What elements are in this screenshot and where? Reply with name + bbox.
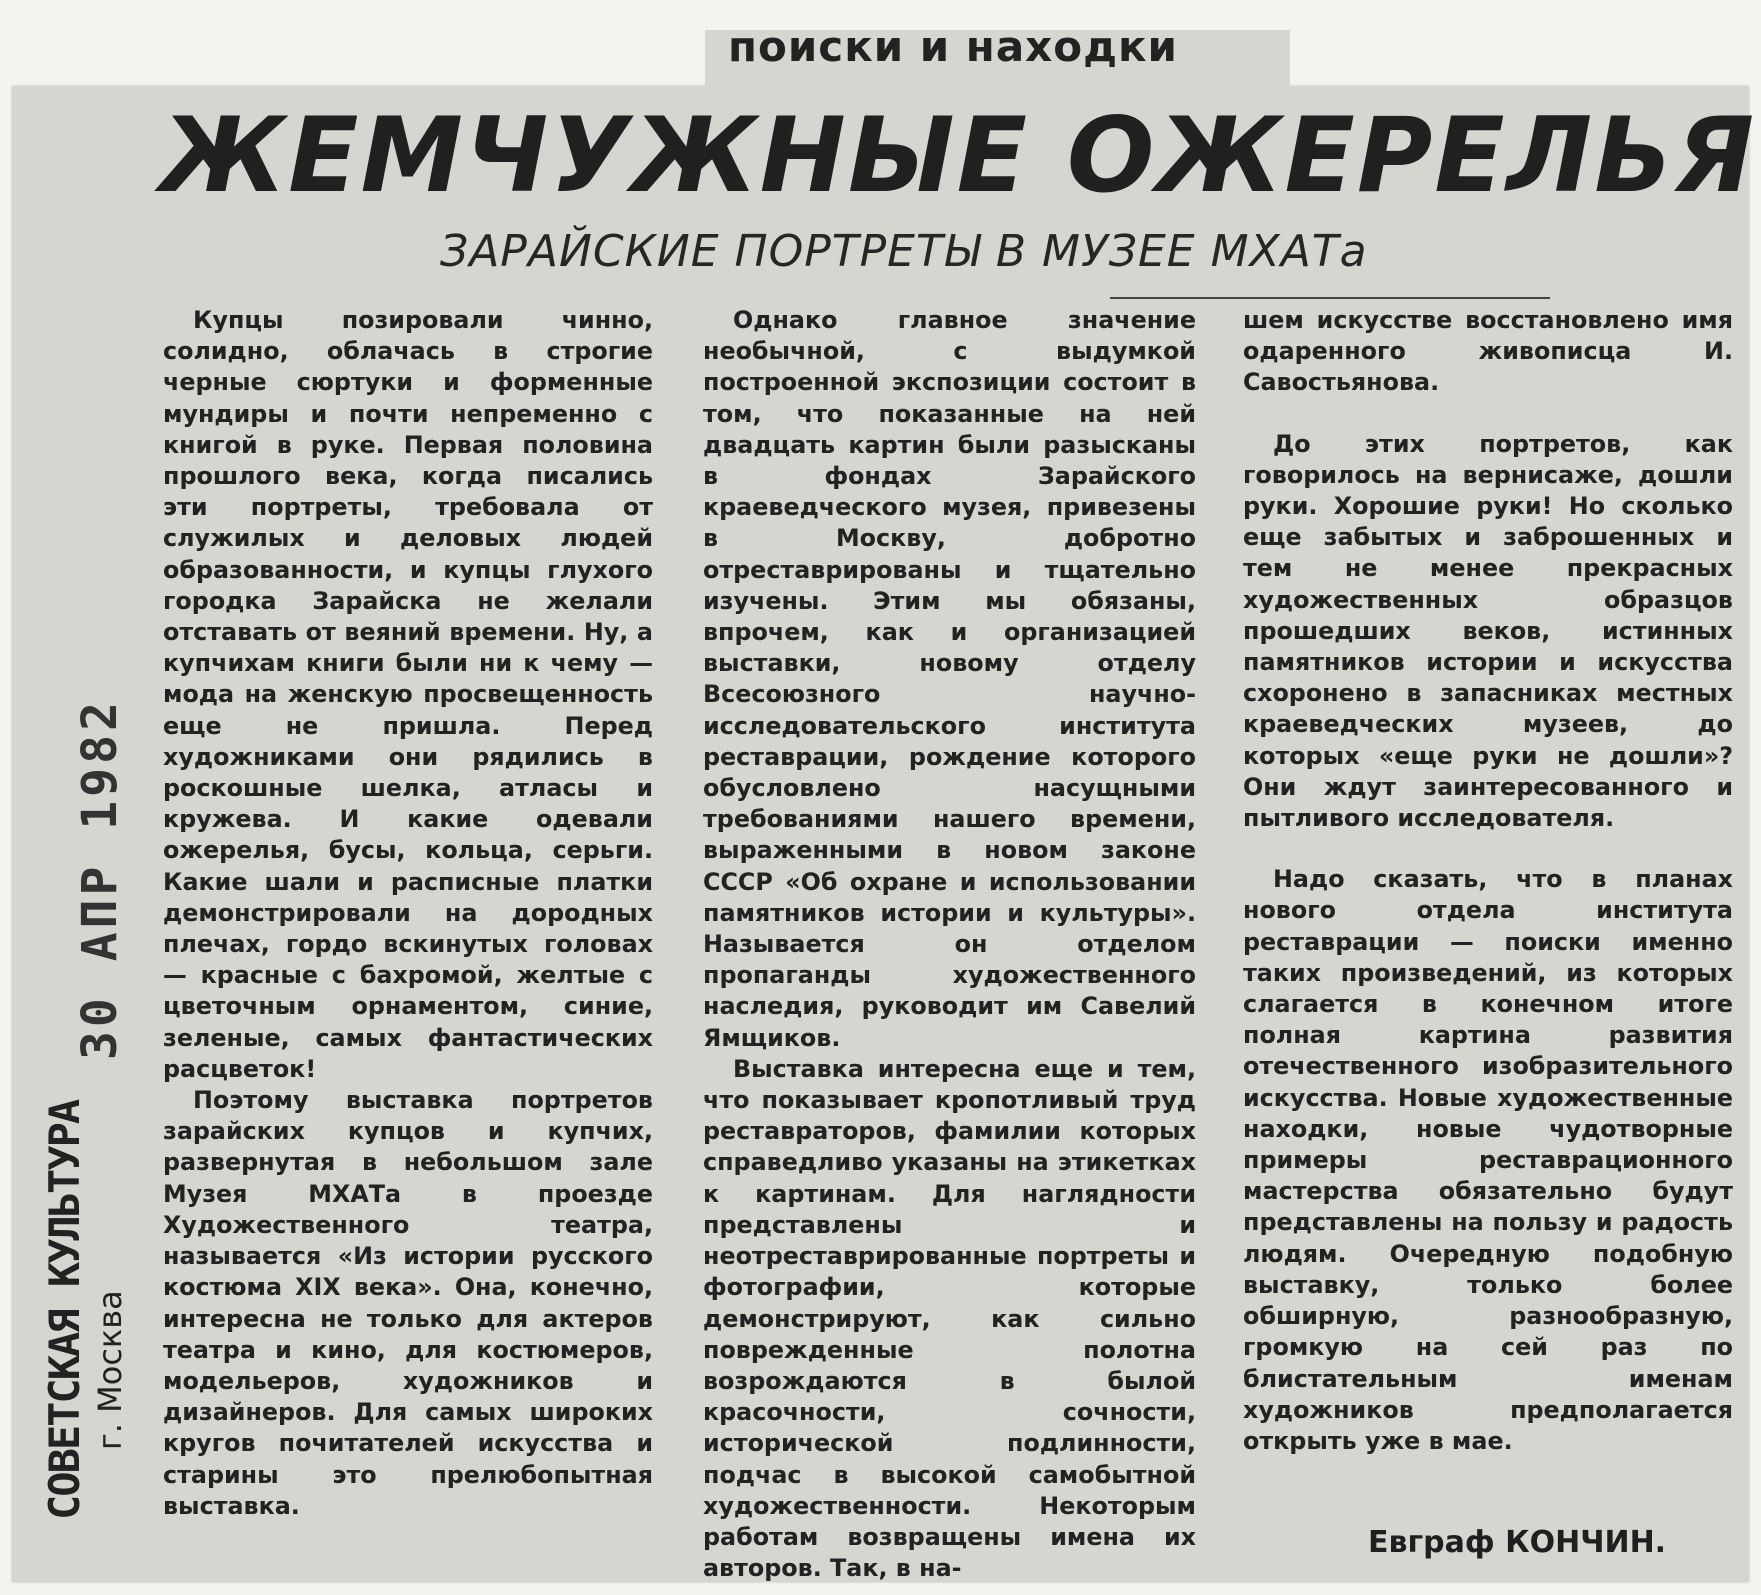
column-1-paragraph-2: Поэтому выставка портретов зарайских купцов и купчих, развернутая в небольшом зале Музея МХАТа в проезде Художественного театра, называется «Из истории русского костюма XIX века». Она, конечно, интересна не только для актеров театра и кино, для костюмеров, модельеров, художников и дизайнеров. Для самых широких кругов почитателей искусства и старины это прелюбопытная выставка. (163, 1086, 653, 1520)
article-column-1 (163, 305, 653, 1522)
stamp-city: г. Москва (91, 1290, 129, 1450)
article-column-2 (703, 305, 1196, 1584)
date-stamp: 30 АПР 1982 (72, 698, 128, 1060)
column-2-paragraph-1: Однако главное значение необычной, с выдумкой построенной экспозиции состоит в том, что показанные на ней двадцать картин были разысканы в фондах Зарайского краеведческого музея, привезены в Москву, добротно отреставрированы и тщательно изучены. Этим мы обязаны, впрочем, как и организацией выставки, новому отделу Всесоюзного научно-исследовательского института реставрации, рождение которого обусловлено насущными требованиями нашего времени, выраженными в новом законе СССР «Об охране и использовании памятников истории и культуры». Называется он отделом пропаганды художественного наследия, руководит им Савелий Ямщиков. (703, 306, 1196, 1052)
column-3-paragraph-3: Надо сказать, что в планах нового отдела института реставрации — поиски именно таких произведений, из которых слагается в конечном итоге полная картина развития отечественного изобразительного искусства. Новые художественные находки, новые чудотворные примеры реставрационного мастерства обязательно будут представлены на пользу и радость людям. Очередную подобную выставку, только более обширную, разнообразную, громкую на сей раз по блистательным именам художников предполагается открыть уже в мае. (1243, 865, 1733, 1455)
column-1-paragraph-1: Купцы позировали чинно, солидно, облачась в строгие черные сюртуки и форменные мундиры и почти непременно с книгой в руке. Первая половина прошлого века, когда писались эти портреты, требовала от служилых и деловых людей образованности, и купцы глухого городка Зарайска не желали отставать от веяний времени. Ну, а купчихам книги были ни к чему — мода на женскую просвещенность еще не пришла. Перед художниками они рядились в роскошные шелка, атласы и кружева. И какие одевали ожерелья, бусы, кольца, серьги. Какие шали и расписные платки демонстрировали на дородных плечах, гордо вскинутых головах — красные с бахромой, желтые с цветочным орнаментом, синие, зеленые, самых фантастических расцветок! (163, 306, 653, 1083)
column-3-paragraph-1: шем искусстве восстановлено имя одаренного живописца И. Савостьянова. (1243, 306, 1733, 397)
column-2-paragraph-2: Выставка интересна еще и тем, что показывает кропотливый труд реставраторов, фамилии которых справедливо указаны на этикетках к картинам. Для наглядности представлены и неотреставрированные портреты и фотографии, которые демонстрируют, как сильно поврежденные полотна возрождаются в былой красочности, сочности, исторической подлинности, подчас в высокой самобытной художественности. Некоторым работам возвращены имена их авторов. Так, в на- (703, 1054, 1196, 1583)
article-headline: ЖЕМЧУЖНЫЕ ОЖЕРЕЛЬЯ (160, 96, 1757, 216)
stamp-newspaper-name: СОВЕТСКАЯ КУЛЬТУРА (40, 1100, 89, 1520)
article-subheadline: ЗАРАЙСКИЕ ПОРТРЕТЫ В МУЗЕЕ МХАТа (440, 226, 1368, 277)
rubric-label: поиски и находки (728, 22, 1178, 71)
newspaper-source-stamp (40, 1090, 150, 1520)
article-column-3 (1243, 305, 1733, 1457)
author-byline: Евграф КОНЧИН. (1368, 1525, 1667, 1560)
subheadline-underline (1110, 297, 1550, 299)
column-3-paragraph-2: До этих портретов, как говорилось на вернисаже, дошли руки. Хорошие руки! Но сколько еще забытых и заброшенных и тем не менее прекрасных художественных образцов прошедших веков, истинных памятников истории и искусства схоронено в запасниках местных краеведческих музеев, до которых «еще руки не дошли»? Они ждут заинтересованного и пытливого исследователя. (1243, 429, 1733, 833)
